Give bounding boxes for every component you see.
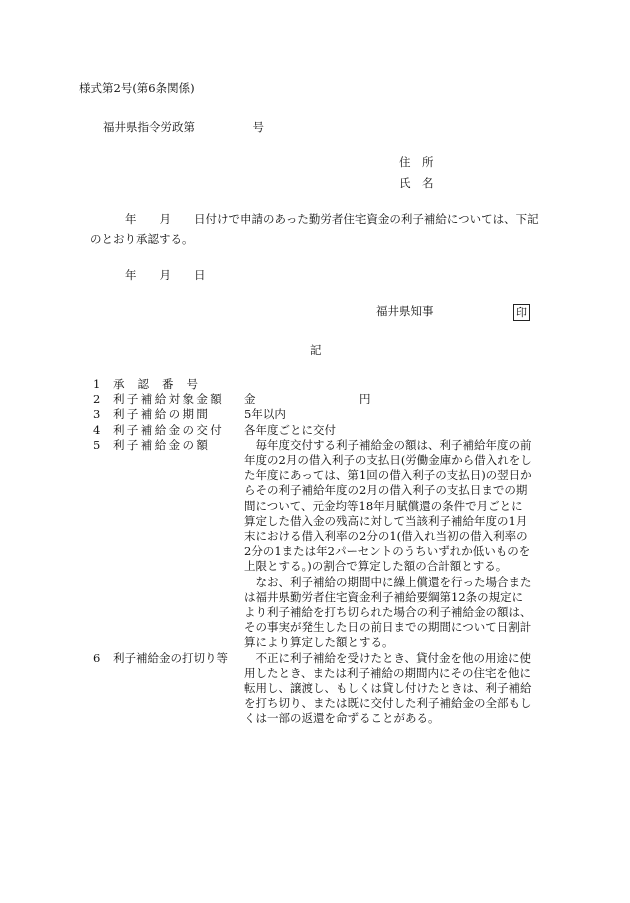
document-number: 福井県指令労政第 号 bbox=[103, 120, 264, 134]
body-text-line-2: のとおり承認する。 bbox=[90, 232, 194, 246]
item-paragraph: 金 円 bbox=[244, 392, 371, 407]
item-value bbox=[244, 651, 533, 727]
official-seal: 印 bbox=[513, 304, 530, 321]
list-item bbox=[93, 407, 533, 422]
item-number: 6 bbox=[93, 650, 101, 665]
list-item bbox=[93, 651, 533, 727]
item-label: 利子補給金の打切り等 bbox=[113, 650, 228, 665]
item-label: 利子補給の期間 bbox=[113, 407, 211, 422]
item-label: 利子補給金の交付 bbox=[113, 422, 225, 437]
ki-heading: 記 bbox=[310, 343, 322, 357]
form-title: 様式第2号(第6条関係) bbox=[79, 81, 195, 95]
item-paragraph: 不正に利子補給を受けたとき、貸付金を他の用途に使用したとき、または利子補給の期間内にその住宅を他に転用し、譲渡し、もしくは貸し付けたときは、利子補給を打ち切り、または既に交付した利子補給金の全部もしくは一部の返還を命ずることがある。 bbox=[244, 650, 532, 726]
item-number: 5 bbox=[93, 437, 101, 452]
list-item bbox=[93, 438, 533, 651]
item-number: 3 bbox=[93, 407, 101, 422]
item-value bbox=[244, 438, 533, 651]
name-label: 氏 名 bbox=[399, 176, 434, 190]
item-value bbox=[244, 423, 533, 438]
item-label: 利子補給対象金額 bbox=[113, 392, 225, 407]
item-label: 承認番号 bbox=[113, 377, 211, 391]
approval-date: 年 月 日 bbox=[125, 268, 206, 282]
item-number: 4 bbox=[93, 422, 101, 437]
item-paragraph: 毎年度交付する利子補給金の額は、利子補給年度の前年度の2月の借入利子の支払日(労働金庫から借入れをした年度にあっては、第1回の借入利子の支払日)の翌日からその利子補給年度の2月の借入利子の支払日までの期間について、元金均等18年月賦償還の条件で月ごとに算定した借入金の残高に対して当該利子補給年度の1月末における借入利率の2分の1(借入れ当初の借入利率の2分の1または年2パーセントのうちいずれか低いものを上限とする。)の割合で算定した額の合計額とする。 bbox=[244, 437, 532, 574]
item-paragraph: なお、利子補給の期間中に繰上償還を行った場合または福井県勤労者住宅資金利子補給要綱第12条の規定により利子補給を打ち切られた場合の利子補給金の額は、その事実が発生した日の前日までの期間について日割計算により算定した額とする。 bbox=[244, 574, 532, 650]
body-text-line-1: 年 月 日付けで申請のあった勤労者住宅資金の利子補給については、下記 bbox=[125, 212, 539, 226]
item-value bbox=[244, 407, 533, 422]
issuer-name: 福井県知事 bbox=[376, 304, 434, 318]
list-item bbox=[93, 423, 533, 438]
item-label: 利子補給金の額 bbox=[113, 437, 211, 452]
item-number: 1 bbox=[93, 377, 101, 391]
item-paragraph: 各年度ごとに交付 bbox=[244, 422, 336, 437]
item-paragraph: 5年以内 bbox=[244, 407, 286, 422]
address-label: 住 所 bbox=[399, 155, 434, 169]
list-item bbox=[93, 377, 533, 392]
list-item bbox=[93, 392, 533, 407]
item-value bbox=[244, 392, 533, 407]
item-value bbox=[244, 377, 533, 392]
item-number: 2 bbox=[93, 392, 101, 407]
item-list bbox=[93, 377, 533, 727]
